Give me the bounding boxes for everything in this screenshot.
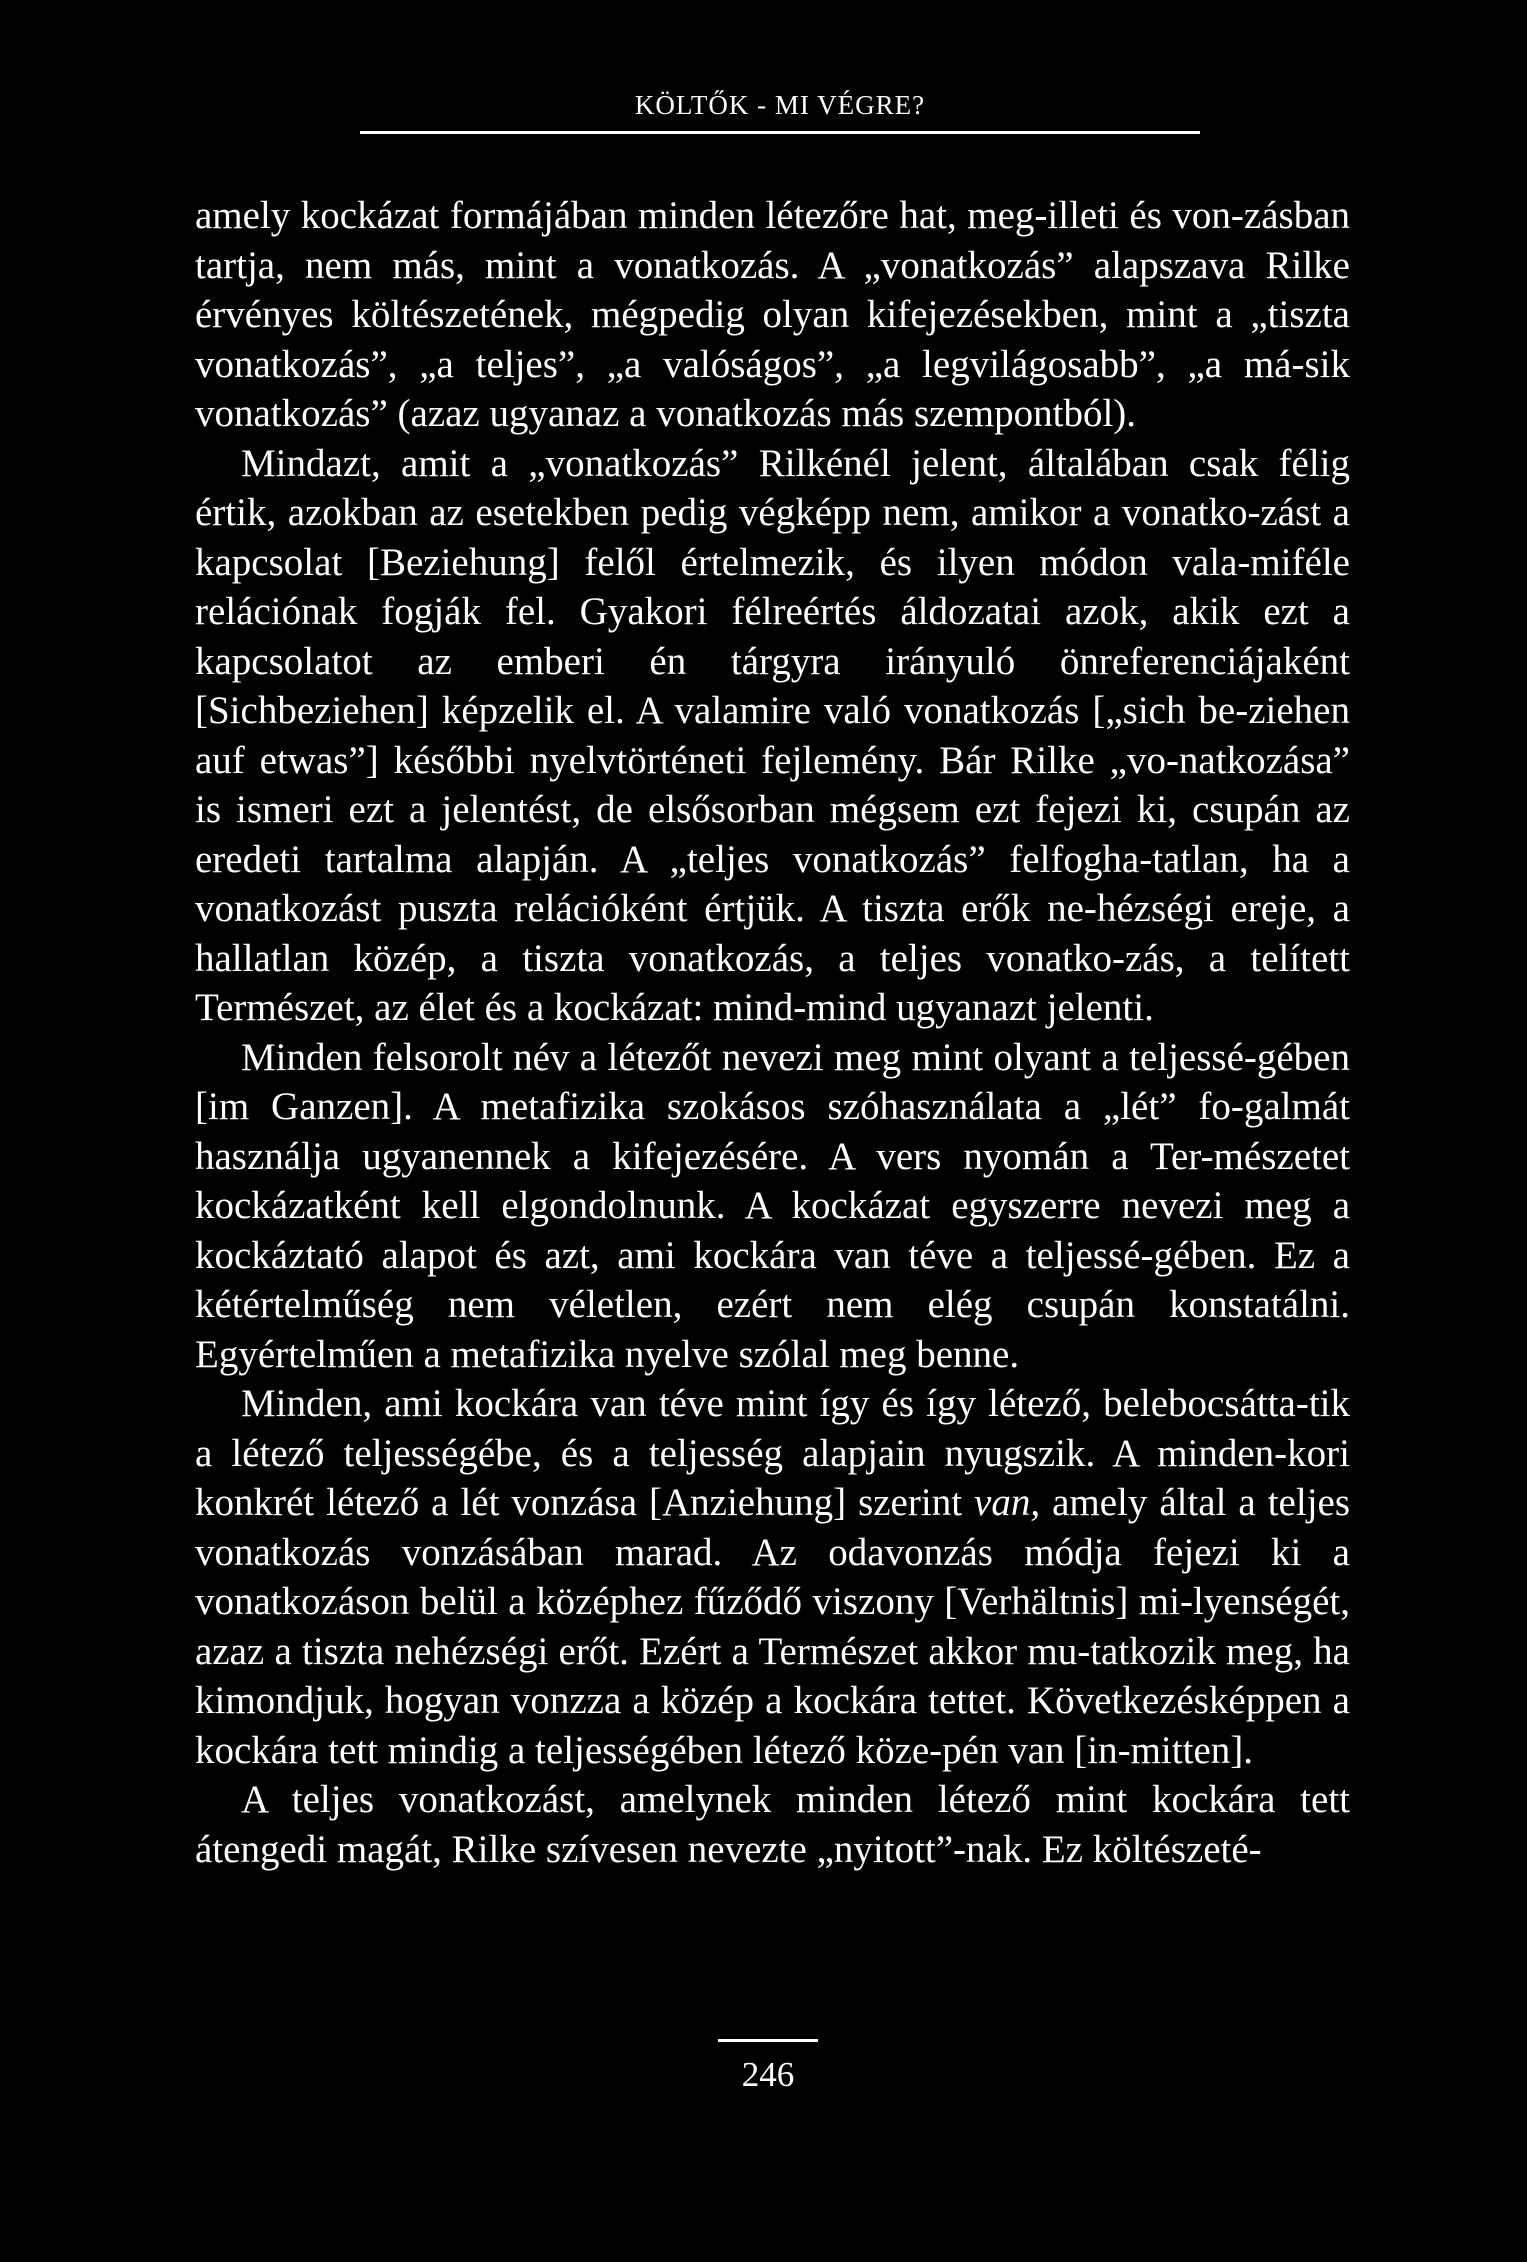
paragraph-4-part-1: Minden, ami kockára van téve mint így és így létező, belebocsátta-tik a létező teljességébe, és a teljesség alapjain nyugszik. A minden-kori konkrét létező a lét vonzása [Anziehung] szerint	[195, 1382, 1350, 1524]
emphasis-van: van,	[974, 1481, 1041, 1524]
paragraph-2: Mindazt, amit a „vonatkozás” Rilkénél jelent, általában csak félig értik, azokban az esetekben pedig végképp nem, amikor a vonatko-zást a kapcsolat [Beziehung] felől értelmezik, és ilyen módon vala-miféle relációnak fogják fel. Gyakori félreértés áldozatai azok, akik ezt a kapcsolatot az emberi én tárgyra irányuló önreferenciájaként [Sichbeziehen] képzelik el. A valamire való vonatkozás [„sich be-ziehen auf etwas”] későbbi nyelvtörténeti fejlemény. Bár Rilke „vo-natkozása” is ismeri ezt a jelentést, de elsősorban mégsem ezt fejezi ki, csupán az eredeti tartalma alapján. A „teljes vonatkozás” felfogha-tatlan, ha a vonatkozást puszta relációként értjük. A tiszta erők ne-hézségi ereje, a hallatlan közép, a tiszta vonatkozás, a teljes vonatko-zás, a telített Természet, az élet és a kockázat: mind-mind ugyanazt jelenti.	[195, 441, 1350, 1029]
paragraph-3: Minden felsorolt név a létezőt nevezi meg mint olyant a teljessé-gében [im Ganzen]. A metafizika szokásos szóhasználata a „lét” fo-galmát használja ugyanennek a kifejezésére. A vers nyomán a Ter-mészetet kockázatként kell elgondolnunk. A kockázat egyszerre nevezi meg a kockáztató alapot és azt, ami kockára van téve a teljessé-gében. Ez a kétértelműség nem véletlen, ezért nem elég csupán konstatálni. Egyértelműen a metafizika nyelve szólal meg benne.	[195, 1035, 1350, 1376]
paragraph-4-part-2: amely által a teljes vonatkozás vonzásában marad. Az odavonzás módja fejezi ki a vonatkozáson belül a középhez fűződő viszony [Verhältnis] mi-lyenségét, azaz a tiszta nehézségi erőt. Ezért a Természet akkor mu-tatkozik meg, ha kimondjuk, hogyan vonzza a közép a kockára tettet. Következésképpen a kockára tett mindig a teljességében létező köze-pén van [in-mitten].	[195, 1481, 1351, 1772]
body-text	[195, 191, 1350, 1874]
header-rule	[360, 131, 1200, 134]
page-number: 246	[741, 2055, 795, 2094]
paragraph-4	[195, 1379, 1350, 1775]
paragraph-5: A teljes vonatkozást, amelynek minden létező mint kockára tett átengedi magát, Rilke szívesen nevezte „nyitott”-nak. Ez költészeté-	[195, 1778, 1350, 1871]
paragraph-1: amely kockázat formájában minden létezőre hat, meg-illeti és von-zásban tartja, nem más, mint a vonatkozás. A „vonatkozás” alapszava Rilke érvényes költészetének, mégpedig olyan kifejezésekben, mint a „tiszta vonatkozás”, „a teljes”, „a valóságos”, „a legvilágosabb”, „a má-sik vonatkozás” (azaz ugyanaz a vonatkozás más szempontból).	[195, 194, 1350, 435]
footer-rule	[718, 2039, 818, 2042]
running-header: KÖLTŐK - MI VÉGRE?	[634, 90, 926, 120]
